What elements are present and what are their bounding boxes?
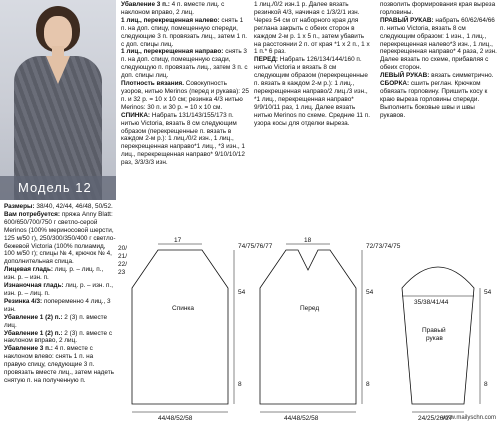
instruction-paragraph bbox=[121, 80, 249, 112]
instruction-heading: 1 лиц., перекрещенная направо: bbox=[121, 48, 224, 56]
instruction-paragraph bbox=[380, 72, 498, 80]
instruction-heading: Убавление 3 п.: bbox=[4, 345, 53, 353]
instruction-text: позволить формирования края выреза горловины. bbox=[380, 1, 496, 16]
instruction-text: набрать 60/62/64/66 п. нитью Victoria, вязать 8 см следующим образом: 1 изн., 1 лиц., перекрещенная налево*3 изн., 1 лиц., перекрещенная направо* 4 раза, 2 изн. Далее вязать по схеме, прибавляя с обеих сторон. bbox=[380, 16, 497, 72]
instruction-heading: Плотность вязания. bbox=[121, 80, 185, 88]
instruction-heading: Убавление 1 (2) п.: bbox=[4, 313, 63, 321]
instruction-paragraph bbox=[4, 282, 116, 298]
left-text-column bbox=[4, 203, 116, 385]
instruction-heading: ПРАВЫЙ РУКАВ: bbox=[380, 16, 434, 24]
instruction-paragraph bbox=[4, 298, 116, 314]
model-photo bbox=[0, 0, 116, 200]
instruction-heading: Изнаночная гладь: bbox=[4, 282, 64, 290]
front-rib-height: 8 bbox=[366, 381, 370, 388]
pattern-schematics bbox=[118, 236, 500, 423]
instruction-text: 2 (3) п. вместе с наклоном вправо, 2 лиц. bbox=[4, 329, 113, 345]
instruction-heading: ПЕРЕД: bbox=[254, 56, 279, 64]
instruction-text: лиц. р. – лиц. п., изн. р. – изн. п. bbox=[4, 266, 104, 282]
back-rib-height: 8 bbox=[238, 381, 242, 388]
instruction-text: попеременно 4 лиц., 3 изн. bbox=[4, 297, 111, 313]
instruction-heading: 1 лиц., перекрещенная налево: bbox=[121, 16, 220, 24]
instruction-paragraph bbox=[254, 56, 372, 127]
front-bottom-width: 44/48/52/58 bbox=[284, 415, 319, 422]
instruction-paragraph bbox=[380, 1, 498, 17]
instruction-text: 4 п. вместе с наклоном влево: снять 1 п. на правую спицу, следующие 3 п. провязать вместе лиц., затем надеть снятую п. на полученную п. bbox=[4, 345, 114, 384]
instruction-heading: Убавление 3 п.: bbox=[121, 1, 170, 8]
instruction-paragraph bbox=[4, 266, 116, 282]
front-schematic bbox=[260, 237, 401, 422]
instruction-text: Набрать 131/143/155/173 п. нитью Victoria, вязать 8 см следующим образом (перекрещенные п. вязать в каждом 2-м р.): 1 лиц./0/2 изн., 1 лиц., перекрещенная направо*1 лиц., *3 изн., 1 лиц., перекрещенная направо* 9/10/10/12 раз, 3/3/3/3 изн. bbox=[121, 111, 245, 167]
instruction-paragraph bbox=[380, 80, 498, 120]
instruction-paragraph bbox=[4, 330, 116, 346]
back-left-h2: 21/ bbox=[118, 253, 128, 260]
instruction-text: вязать симметрично. bbox=[429, 72, 494, 80]
instruction-paragraph bbox=[4, 345, 116, 385]
instruction-paragraph bbox=[121, 17, 249, 49]
instruction-text: снять 3 п. на доп. спицу, помещенную сзади, следующую п. провязать лиц., затем 3 п. с доп. спицы лиц. bbox=[121, 48, 248, 80]
back-top-width: 17 bbox=[174, 237, 182, 244]
instruction-heading: Размеры: bbox=[4, 203, 35, 210]
back-mid-height: 54 bbox=[238, 289, 246, 296]
instruction-text: 38/40, 42/44, 46/48, 50/52. bbox=[34, 203, 113, 210]
back-label: Спинка bbox=[172, 305, 195, 312]
instruction-heading: Лицевая гладь: bbox=[4, 266, 54, 274]
instruction-text: 4 п. вместе лиц. с наклоном вправо, 2 лиц. bbox=[121, 1, 225, 16]
sleeve-label-2: рукав bbox=[426, 335, 443, 342]
instruction-heading: Резинка 4/3: bbox=[4, 297, 43, 305]
instruction-heading: Убавление 1 (2) п.: bbox=[4, 329, 63, 337]
instruction-text: пряжа Anny Blatt: 600/650/700/750 г светло-серой Merinos (100% мериносовой шерсти, 125 м/50 г), 250/300/350/400 г светло-бежевой Victoria (100% полиамид, 100 м/50 г); спицы № 4, крючок № 4, дополнительная спица. bbox=[4, 210, 116, 266]
sleeve-rib-height: 8 bbox=[484, 381, 488, 388]
back-left-h1: 20/ bbox=[118, 245, 128, 252]
front-total-height: 72/73/74/75 bbox=[366, 243, 401, 250]
instruction-text: 2 (3) п. вместе лиц. bbox=[4, 313, 108, 329]
back-left-h3: 22/ bbox=[118, 261, 128, 268]
middle-text-column bbox=[121, 1, 249, 167]
front-mid-height: 54 bbox=[366, 289, 374, 296]
sleeve-mid-height: 54 bbox=[484, 289, 492, 296]
instruction-text: снять 1 п. на доп. спицу, помещенную спереди, следующие 3 п. провязать лиц., затем 1 п. с доп. спицы лиц. bbox=[121, 16, 248, 48]
instruction-paragraph bbox=[4, 211, 116, 266]
sleeve-bottom-width: 24/25/26/27 bbox=[418, 415, 453, 422]
instruction-heading: СПИНКА: bbox=[121, 111, 151, 119]
sleeve-upper-width: 35/38/41/44 bbox=[414, 299, 449, 306]
instruction-paragraph bbox=[121, 1, 249, 17]
sleeve-label-1: Правый bbox=[422, 327, 446, 334]
watermark: www.mailyschn.com bbox=[441, 415, 496, 421]
instruction-paragraph bbox=[4, 314, 116, 330]
instruction-paragraph bbox=[254, 1, 372, 56]
instruction-text: сшить реглан. Крючком обвязать горловину. Пришить косу к краю выреза горловины спереди. Выполнить боковые швы и швы рукавов. bbox=[380, 80, 488, 119]
back-schematic bbox=[118, 237, 273, 422]
back-total-height: 74/75/76/77 bbox=[238, 243, 273, 250]
front-top-width: 18 bbox=[304, 237, 312, 244]
instruction-text: Набрать 126/134/144/160 п. нитью Victoria и вязать 8 см следующим образом (перекрещенные п. вязать в каждом 2-м р.): 1 лиц., перекрещенная направо/2 лиц./3 изн., *1 лиц., перекрещенная направо* 9/9/10/11 раз, 1 лиц. Далее вязать нитью Merinos по схеме. Средние 11 п. узора косы для отделки выреза. bbox=[254, 56, 370, 127]
instruction-paragraph bbox=[380, 17, 498, 72]
front-label: Перед bbox=[300, 305, 320, 312]
instruction-text: 1 лиц./0/2 изн.1 р. Далее вязать резинкой 4/3, начиная с 1/3/2/1 изн. Через 54 см от наборного края для реглана закрыть с обеих сторон в каждом 2-м р. 1 х 5 п., затем убавить на расстоянии 2 п. от края *1 х 2 п., 1 х 1 п.* 6 раз. bbox=[254, 1, 370, 56]
right-text-column bbox=[254, 1, 498, 233]
instruction-paragraph bbox=[4, 203, 116, 211]
instruction-heading: СБОРКА: bbox=[380, 80, 410, 88]
instruction-text: Совокупность узоров, нитью Merinos (перед и рукава): 25 п. и 32 р. = 10 х 10 см; резинка 4/3 нитью Merinos: 30 п. и 30 р. = 10 х 10 см. bbox=[121, 80, 249, 111]
back-left-h4: 23 bbox=[118, 269, 126, 276]
instruction-heading: ЛЕВЫЙ РУКАВ: bbox=[380, 72, 430, 80]
v-neckline bbox=[46, 56, 70, 84]
instruction-paragraph bbox=[121, 48, 249, 80]
instruction-heading: Вам потребуется: bbox=[4, 210, 61, 218]
instruction-text: лиц. р. – изн. п., изн. р. – лиц. п. bbox=[4, 282, 113, 297]
back-bottom-width: 44/48/52/58 bbox=[158, 415, 193, 422]
sleeve-schematic bbox=[402, 267, 492, 422]
instruction-paragraph bbox=[121, 112, 249, 167]
model-face bbox=[44, 16, 72, 50]
model-label: Модель 12 bbox=[0, 176, 116, 200]
